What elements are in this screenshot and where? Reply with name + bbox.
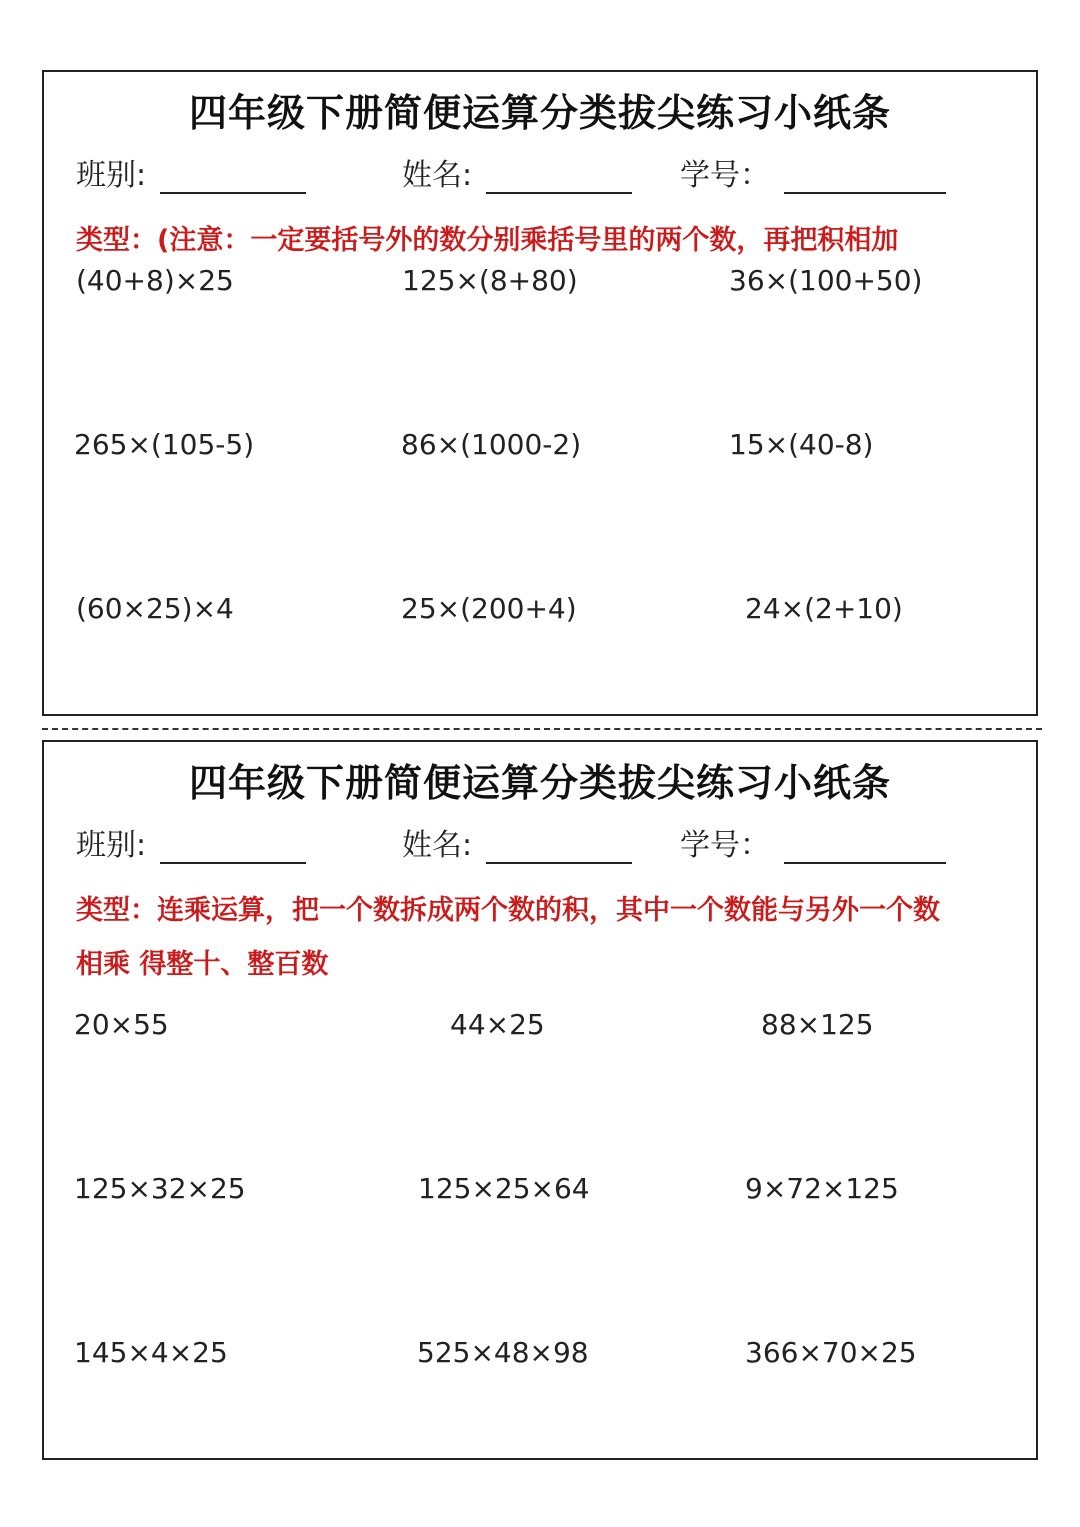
problem-7: (60×25)×4 <box>76 592 234 625</box>
type-note-line-1: 类型：(注意：一定要括号外的数分别乘括号里的两个数，再把积相加 <box>76 225 899 256</box>
student-number-blank[interactable] <box>784 164 946 194</box>
problem-5: 86×(1000-2) <box>401 428 582 461</box>
problem-4: 265×(105-5) <box>74 428 255 461</box>
problem-4: 125×32×25 <box>74 1172 246 1205</box>
worksheet-slip-2 <box>42 740 1038 1460</box>
problem-6: 15×(40-8) <box>729 428 874 461</box>
problem-5: 125×25×64 <box>418 1172 590 1205</box>
problem-3: 36×(100+50) <box>729 264 923 297</box>
type-note <box>76 214 1016 268</box>
slip-title: 四年级下册简便运算分类拔尖练习小纸条 <box>188 91 891 135</box>
problem-2: 125×(8+80) <box>402 264 578 297</box>
class-blank[interactable] <box>160 834 306 864</box>
student-number-field <box>680 820 946 864</box>
problem-8: 525×48×98 <box>417 1336 589 1369</box>
class-label: 班别: <box>76 158 147 193</box>
dashed-cut-line <box>42 728 1042 730</box>
class-field <box>76 150 306 194</box>
problem-9: 366×70×25 <box>745 1336 917 1369</box>
student-number-label: 学号： <box>680 158 770 193</box>
problem-3: 88×125 <box>761 1008 874 1041</box>
name-label: 姓名: <box>402 828 473 863</box>
problem-8: 25×(200+4) <box>401 592 577 625</box>
problem-2: 44×25 <box>450 1008 545 1041</box>
student-number-label: 学号： <box>680 828 770 863</box>
student-number-blank[interactable] <box>784 834 946 864</box>
type-note-line-1: 类型：连乘运算，把一个数拆成两个数的积，其中一个数能与另外一个数 <box>76 895 940 926</box>
type-note-line-2: 相乘 得整十、整百数 <box>76 949 329 980</box>
student-number-field <box>680 150 946 194</box>
worksheet-slip-1 <box>42 70 1038 716</box>
problem-1: (40+8)×25 <box>76 264 234 297</box>
type-note <box>76 884 1016 992</box>
class-blank[interactable] <box>160 164 306 194</box>
name-field <box>402 820 632 864</box>
slip-title: 四年级下册简便运算分类拔尖练习小纸条 <box>188 761 891 805</box>
name-blank[interactable] <box>486 164 632 194</box>
problem-9: 24×(2+10) <box>745 592 903 625</box>
problem-1: 20×55 <box>74 1008 169 1041</box>
problem-7: 145×4×25 <box>74 1336 228 1369</box>
problem-6: 9×72×125 <box>745 1172 899 1205</box>
class-label: 班别: <box>76 828 147 863</box>
name-field <box>402 150 632 194</box>
class-field <box>76 820 306 864</box>
name-blank[interactable] <box>486 834 632 864</box>
name-label: 姓名: <box>402 158 473 193</box>
